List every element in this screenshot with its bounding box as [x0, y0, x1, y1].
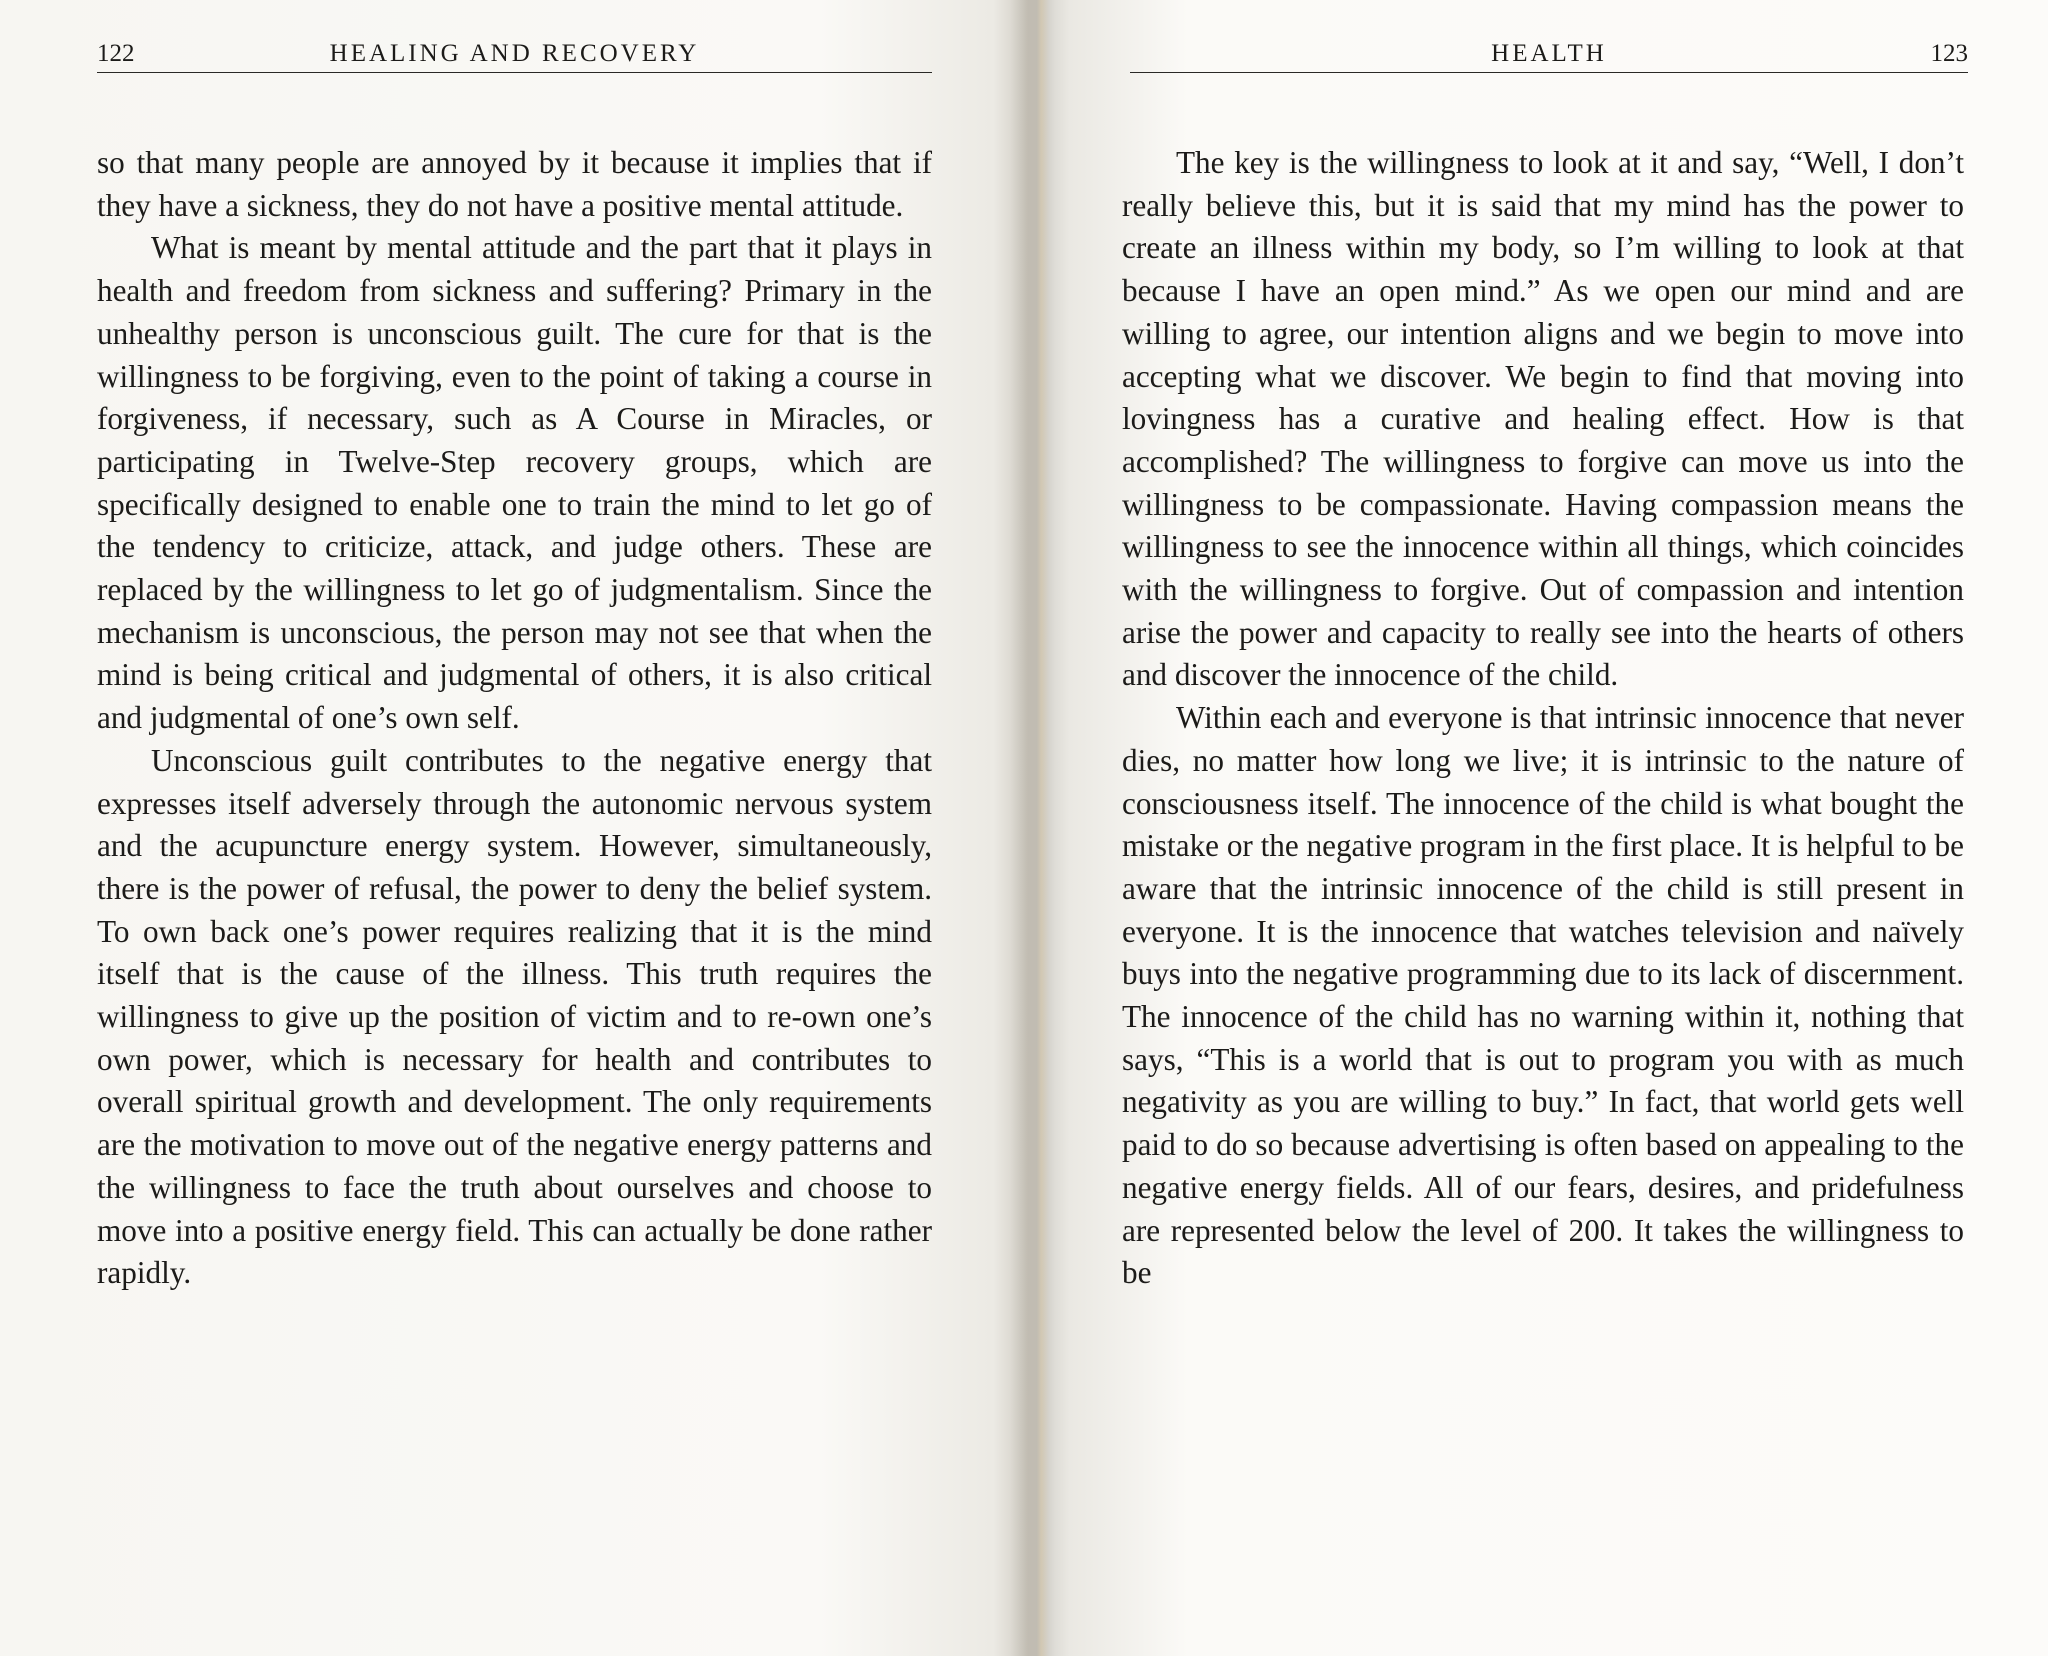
body-text-left — [97, 142, 932, 1295]
page-number-right: 123 — [1930, 40, 1968, 67]
running-head-left — [97, 38, 932, 73]
paragraph: The key is the willingness to look at it and say, “Well, I don’t really believe this, but it is said that my mind has the power to create an illness within my body, so I’m willing to look at that because I have an open mind.” As we open our mind and are willing to agree, our intention aligns and we begin to move into accepting what we discover. We begin to find that moving into lovingness has a curative and healing effect. How is that accomplished? The willingness to forgive can move us into the willingness to be compassionate. Having compassion means the willingness to see the innocence within all things, which coincides with the willingness to forgive. Out of compassion and intention arise the power and capacity to really see into the hearts of others and discover the innocence of the child. — [1122, 145, 1964, 693]
page-number-left: 122 — [97, 40, 135, 67]
paragraph: Unconscious guilt contributes to the negative energy that expresses itself adversely through the autonomic nervous system and the acupuncture energy system. However, simultaneously, there is the power of refusal, the power to deny the belief system. To own back one’s power requires realizing that it is the mind itself that is the cause of the illness. This truth requires the willingness to give up the position of victim and to re-own one’s own power, which is necessary for health and contributes to overall spiritual growth and development. The only requirements are the motivation to move out of the negative energy patterns and the willingness to face the truth about ourselves and choose to move into a positive energy field. This can actually be done rather rapidly. — [97, 742, 932, 1291]
left-page — [97, 0, 937, 1656]
running-head-right — [1130, 38, 1968, 73]
paragraph: so that many people are annoyed by it because it implies that if they have a sickness, they do not have a positive mental attitude. — [97, 145, 932, 223]
right-page — [1122, 0, 1968, 1656]
body-text-right — [1122, 142, 1964, 1295]
paragraph: Within each and everyone is that intrinsic innocence that never dies, no matter how long we live; it is intrinsic to the nature of consciousness itself. The innocence of the child is what bought the mistake or the negative program in the first place. It is helpful to be aware that the intrinsic innocence of the child is still present in everyone. It is the innocence that watches television and naïvely buys into the negative programming due to its lack of discernment. The innocence of the child has no warning within it, nothing that says, “This is a world that is out to program you with as much negativity as you are willing to buy.” In fact, that world gets well paid to do so because advertising is often based on appealing to the negative energy fields. All of our fears, desires, and pridefulness are represented below the level of 200. It takes the willingness to be — [1122, 700, 1964, 1291]
book-gutter — [1010, 0, 1070, 1656]
paragraph: What is meant by mental attitude and the part that it plays in health and freedom from sickness and suffering? Primary in the unhealthy person is unconscious guilt. The cure for that is the willingness to be forgiving, even to the point of taking a course in forgiveness, if necessary, such as A Course in Miracles, or participating in Twelve-Step recovery groups, which are specifically designed to enable one to train the mind to let go of the tendency to criticize, attack, and judge others. These are replaced by the willingness to let go of judgmentalism. Since the mechanism is unconscious, the person may not see that when the mind is being critical and judgmental of others, it is also critical and judgmental of one’s own self. — [97, 230, 932, 736]
running-head-title-right: HEALTH — [1491, 40, 1607, 67]
running-head-title-left: HEALING AND RECOVERY — [329, 40, 700, 67]
